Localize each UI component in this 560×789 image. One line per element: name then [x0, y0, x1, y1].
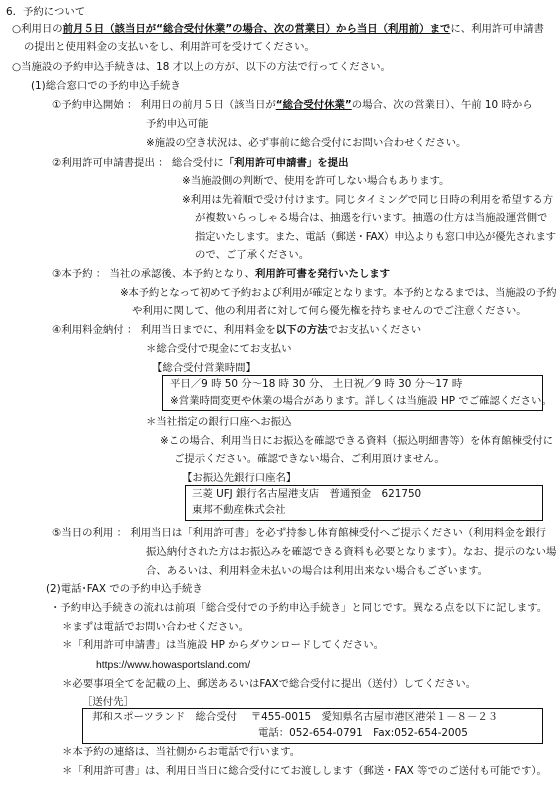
step-4 — [52, 323, 421, 338]
step-2-note-2b: が複数いらっしゃる場合は、抽選を行います。抽選の仕方は当施設運営側で — [195, 212, 548, 224]
bank-account: 三菱 UFJ 銀行名古屋港支店 普通預金 621750 — [192, 488, 422, 500]
submit-instructions: ＊必要事項全てを記載の上、郵送あるいはFAXで総合受付に提出（送付）してください。 — [62, 678, 477, 690]
step-5-cont-2: 合、あるいは、利用料金未払いの場合は利用出来ない場合もございます。 — [146, 565, 489, 577]
text-segment: ③本予約 ： 当社の承認後、本予約となり、 — [52, 268, 255, 280]
destination-address: 邦和スポーツランド 総合受付 〒455-0015 愛知県名古屋市港区港栄１－８－２３ — [92, 711, 499, 723]
confirmation-call: ＊本予約の連絡は、当社側からお電話で行います。 — [62, 746, 301, 758]
step-3 — [52, 267, 390, 282]
text-segment: の場合、次の営業日）、午前 10 時から — [351, 99, 533, 111]
step-1 — [52, 98, 533, 113]
phone-fax-flow: ・予約申込手続きの流れは前項「総合受付での予約申込手続き」と同じです。異なる点を以下に記します。 — [50, 602, 548, 614]
step-3-note-cont: や利用に関して、他の利用者に対して何ら優先権を持ちませんのでご注意ください。 — [132, 305, 527, 317]
step-5-cont-1: 振込納付された方はお振込みを確認できる資料も必要となります）。なお、提示のない場 — [146, 546, 557, 558]
step-2-note-2d: ので、ご了承ください。 — [195, 249, 310, 261]
step-2 — [52, 156, 348, 171]
hours-note: ※営業時間変更や休業の場合があります。詳しくは当施設 HP でご確認ください。 — [170, 395, 552, 407]
bank-label: 【お振込先銀行口座名】 — [182, 472, 297, 484]
download-form: ＊「利用許可申請書」は当施設 HP からダウンロードしてください。 — [62, 639, 385, 651]
rule-paragraph-1-cont: の提出と使用料金の支払いをし、利用許可を受けてください。 — [24, 41, 315, 53]
step-2-note-2c: 指定いたします。また、電話（郵送・FAX）申込よりも窓口申込が優先されます — [195, 231, 556, 243]
website-url[interactable]: https://www.howasportsland.com/ — [96, 660, 251, 671]
rule-paragraph-1 — [12, 22, 544, 37]
text-segment: ④利用料金納付 ： 利用当日までに、利用料金を — [52, 324, 276, 336]
destination-contact: 電話：052-654-0791 Fax:052-654-2005 — [258, 727, 468, 739]
emphasized-text: 利用許可書を発行いたします — [254, 268, 391, 280]
payment-cash: ＊総合受付で現金にてお支払い — [146, 343, 292, 355]
step-5: ⑤当日の利用 ： 利用当日は「利用許可書」を必ず持参し体育館棟受付へご提示ください（利用料金を銀行 — [52, 527, 546, 539]
subsection-title-2: (2)電話･FAX での予約申込手続き — [46, 583, 203, 595]
step-1-note: ※施設の空き状況は、必ず事前に総合受付にお問い合わせください。 — [146, 137, 467, 149]
bank-note: ※この場合、利用当日にお振込を確認できる資料（振込明細書等）を体育館棟受付に — [160, 435, 554, 447]
emphasized-text: 前月５日（該当日が“総合受付休業”の場合、次の営業日）から当日（利用前）まで — [62, 23, 451, 35]
destination-label: ［送付先］ — [82, 696, 134, 708]
section-heading: 6．予約について — [6, 6, 86, 18]
step-3-note: ※本予約となって初めて予約および利用が確定となります。本予約となるまでは、当施設の予約 — [120, 287, 557, 299]
rule-paragraph-2: ○当施設の予約申込手続きは、18 才以上の方が、以下の方法で行ってください。 — [12, 61, 391, 73]
hours-text: 平日／9 時 50 分～18 時 30 分、 土日祝／9 時 30 分～17 時 — [170, 378, 463, 390]
subsection-title-1: (1)総合窓口での予約申込手続き — [31, 80, 181, 92]
text-segment: に、利用許可申請書 — [450, 23, 544, 35]
bank-holder: 東邦不動産株式会社 — [192, 504, 286, 516]
text-segment: でお支払いください — [327, 324, 422, 336]
emphasized-text: “総合受付休業” — [275, 99, 352, 111]
step-1-cont: 予約申込可能 — [146, 118, 209, 130]
step-2-note-1: ※当施設側の判断で、使用を許可しない場合もあります。 — [182, 175, 450, 187]
emphasized-text: 以下の方法 — [275, 324, 328, 336]
text-segment: ○利用日の — [12, 23, 63, 35]
step-2-note-2: ※利用は先着順で受け付けます。同じタイミングで同じ日時の利用を希望する方 — [182, 194, 554, 206]
text-segment: ②利用許可申請書提出 ： 総合受付に — [52, 157, 224, 169]
hours-label: 【総合受付営業時間】 — [152, 362, 256, 374]
bank-note-cont: ご提示ください。確認できない場合、ご利用頂けません。 — [174, 453, 445, 465]
payment-bank: ＊当社指定の銀行口座へお振込 — [146, 416, 292, 428]
phone-first: ＊まずは電話でお問い合わせください。 — [62, 621, 250, 633]
permit-handover: ＊「利用許可書」は、利用日当日に総合受付にてお渡しします（郵送・FAX 等でのご送付も可能です）。 — [62, 765, 547, 777]
text-segment: ①予約申込開始 ： 利用日の前月５日（該当日が — [52, 99, 276, 111]
emphasized-text: 「利用許可申請書」を提出 — [223, 157, 349, 169]
